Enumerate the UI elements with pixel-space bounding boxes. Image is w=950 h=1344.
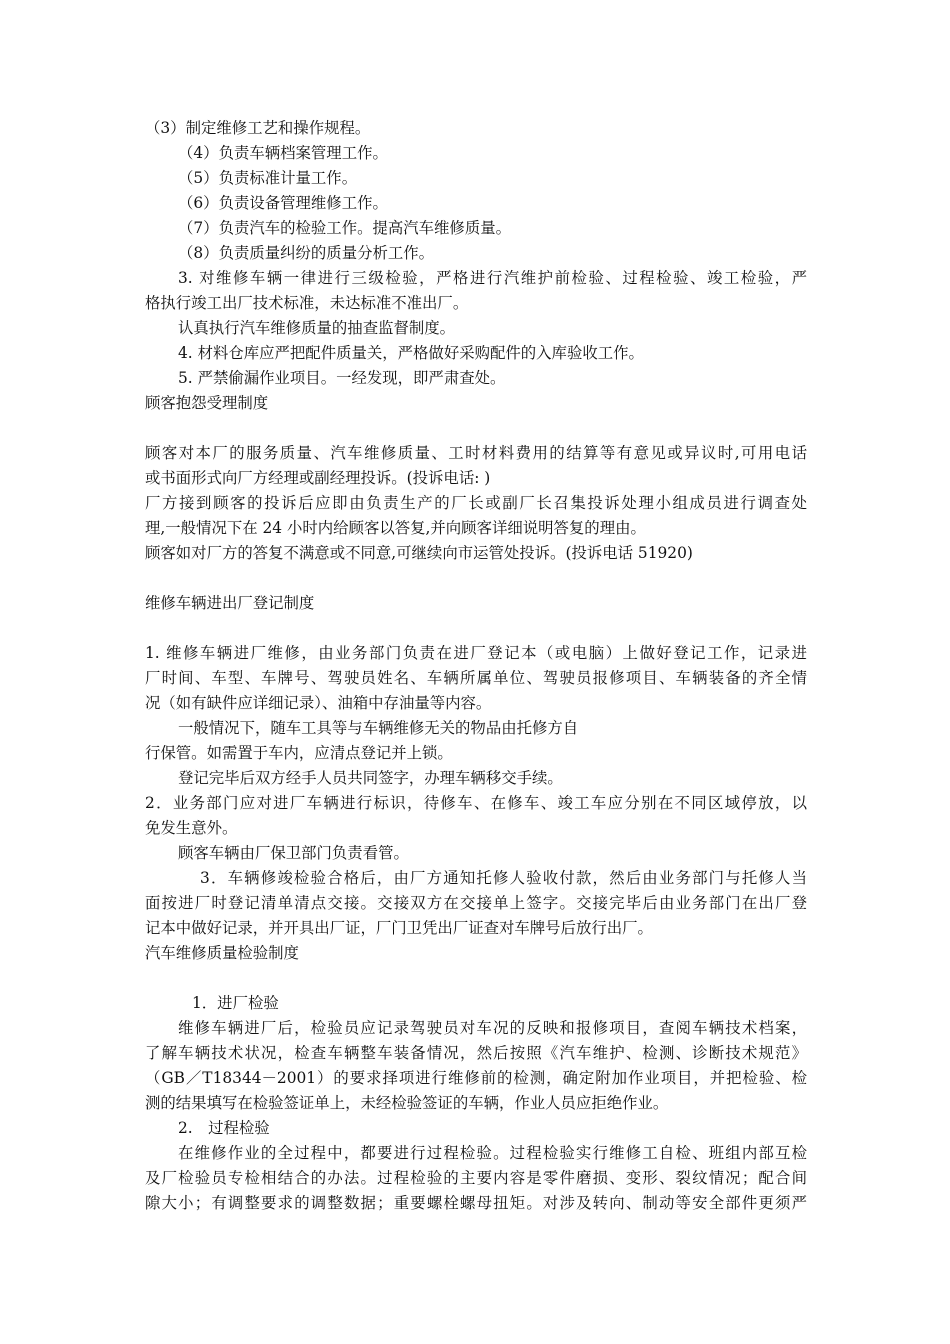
- text-line: 行保管。如需置于车内，应清点登记并上锁。: [145, 744, 453, 762]
- text-line: （5）负责标准计量工作。: [178, 169, 358, 187]
- text-line: 2．业务部门应对进厂车辆进行标识，待修车、在修车、竣工车应分别在不同区域停放，以: [145, 794, 807, 812]
- text-line: （3）制定维修工艺和操作规程。: [145, 119, 371, 137]
- text-line: 测的结果填写在检验签证单上，未经检验签证的车辆，作业人员应拒绝作业。: [145, 1094, 669, 1112]
- text-line: 顾客车辆由厂保卫部门负责看管。: [178, 844, 409, 862]
- subsection-heading: 2. 过程检验: [178, 1119, 270, 1137]
- section-heading: 汽车维修质量检验制度: [145, 944, 299, 962]
- section-heading: 维修车辆进出厂登记制度: [145, 594, 315, 612]
- text-line: 况（如有缺件应详细记录）、油箱中存油量等内容。: [145, 694, 492, 712]
- text-line: 顾客如对厂方的答复不满意或不同意,可继续向市运管处投诉。(投诉电话 51920): [145, 544, 693, 562]
- text-line: （GB／T18344－2001）的要求择项进行维修前的检测，确定附加作业项目，并把检验、检: [145, 1069, 807, 1087]
- text-line: （4）负责车辆档案管理工作。: [178, 144, 388, 162]
- text-line: 3. 对维修车辆一律进行三级检验，严格进行汽维护前检验、过程检验、竣工检验，严: [178, 269, 807, 287]
- text-line: 4. 材料仓库应严把配件质量关，严格做好采购配件的入库验收工作。: [178, 344, 644, 362]
- text-line: （7）负责汽车的检验工作。提高汽车维修质量。: [178, 219, 511, 237]
- text-line: 理,一般情况下在 24 小时内给顾客以答复,并向顾客详细说明答复的理由。: [145, 519, 646, 537]
- text-line: （8）负责质量纠纷的质量分析工作。: [178, 244, 435, 262]
- text-line: 厂方接到顾客的投诉后应即由负责生产的厂长或副厂长召集投诉处理小组成员进行调查处: [145, 494, 807, 512]
- text-line: 及厂检验员专检相结合的办法。过程检验的主要内容是零件磨损、变形、裂纹情况；配合间: [145, 1169, 807, 1187]
- text-line: 记本中做好记录，并开具出厂证，厂门卫凭出厂证查对车牌号后放行出厂。: [145, 919, 653, 937]
- text-line: 隙大小；有调整要求的调整数据；重要螺栓螺母扭矩。对涉及转向、制动等安全部件更须严: [145, 1194, 807, 1212]
- text-line: 维修车辆进厂后，检验员应记录驾驶员对车况的反映和报修项目，查阅车辆技术档案，: [178, 1019, 807, 1037]
- text-line: 厂时间、车型、车牌号、驾驶员姓名、车辆所属单位、驾驶员报修项目、车辆装备的齐全情: [145, 669, 807, 687]
- text-line: 或书面形式向厂方经理或副经理投诉。(投诉电话: ): [145, 469, 491, 487]
- subsection-heading: 1．进厂检验: [192, 994, 279, 1012]
- text-line: 5. 严禁偷漏作业项目。一经发现，即严肃查处。: [178, 369, 506, 387]
- text-line: 顾客对本厂的服务质量、汽车维修质量、工时材料费用的结算等有意见或异议时,可用电话: [145, 444, 807, 462]
- text-line: 在维修作业的全过程中，都要进行过程检验。过程检验实行维修工自检、班组内部互检: [178, 1144, 807, 1162]
- text-line: 认真执行汽车维修质量的抽查监督制度。: [178, 319, 456, 337]
- text-line: 面按进厂时登记清单清点交接。交接双方在交接单上签字。交接完毕后由业务部门在出厂登: [145, 894, 807, 912]
- text-line: 一般情况下，随车工具等与车辆维修无关的物品由托修方自: [178, 719, 579, 737]
- text-line: 登记完毕后双方经手人员共同签字，办理车辆移交手续。: [178, 769, 563, 787]
- text-line: 免发生意外。: [145, 819, 238, 837]
- text-line: （6）负责设备管理维修工作。: [178, 194, 388, 212]
- text-line: 3．车辆修竣检验合格后，由厂方通知托修人验收付款，然后由业务部门与托修人当: [200, 869, 807, 887]
- text-line: 了解车辆技术状况，检查车辆整车装备情况，然后按照《汽车维护、检测、诊断技术规范》: [145, 1044, 807, 1062]
- section-heading: 顾客抱怨受理制度: [145, 394, 269, 412]
- text-line: 格执行竣工出厂技术标准，未达标准不准出厂。: [145, 294, 469, 312]
- text-line: 1. 维修车辆进厂维修，由业务部门负责在进厂登记本（或电脑）上做好登记工作，记录进: [145, 644, 807, 662]
